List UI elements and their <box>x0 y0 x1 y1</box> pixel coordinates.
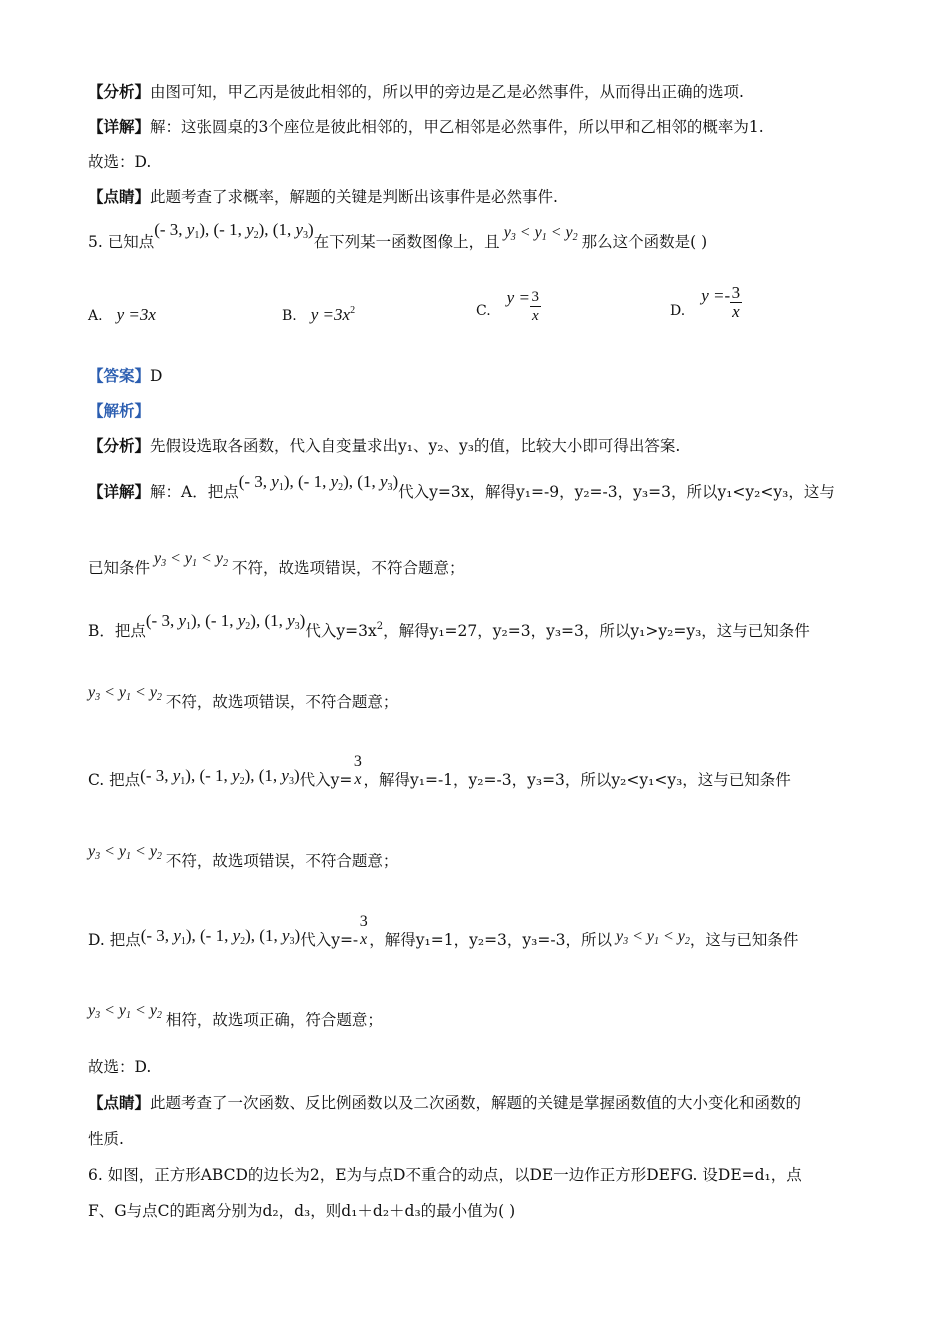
tag-detail-q5: 【详解】 <box>88 482 151 501</box>
q5-detail-c-fraction: 3 x <box>353 753 362 788</box>
q5-comment-line-2: 性质. <box>88 1130 124 1148</box>
q4-analysis-line <box>88 82 744 102</box>
option-a-label: A. <box>88 308 103 324</box>
option-d-denominator: x <box>732 302 740 321</box>
option-b-expr: y =3x <box>310 305 351 324</box>
q5-choice-line: 故选：D. <box>88 1058 152 1076</box>
q5-option-a <box>88 305 156 325</box>
q5-detail-d-pre: D. 把点 <box>88 931 141 949</box>
q5-detail-c-points: (- 3, $y_1$), (- 1, $y_2$), (1, $y_3$) <box>140 766 300 787</box>
q5-stem-post: 那么这个函数是( ) <box>581 233 708 251</box>
q5-option-d <box>670 284 742 321</box>
option-c-label: C. <box>476 302 491 319</box>
q5-explain-tag-line <box>88 401 150 421</box>
q5-detail-d-sub-pre: 代入y=- <box>300 931 359 949</box>
q5-option-c <box>476 288 541 325</box>
q5-detail-b-cont-post: 不符，故选项错误，不符合题意； <box>165 693 399 711</box>
q5-detail-a-cont <box>88 550 465 584</box>
q5-stem <box>88 220 708 258</box>
tag-comment-q5: 【点睛】 <box>88 1093 151 1112</box>
q5-detail-d-cont-post: 相符，故选项正确，符合题意； <box>165 1011 383 1029</box>
q5-detail-d-sub-end: ，这与已知条件 <box>689 931 799 949</box>
q5-detail-d-cont-inequality: $y_3 < y_1 < y_2$ <box>88 1002 162 1021</box>
q5-stem-mid: 在下列某一函数图像上，且 <box>313 233 500 251</box>
q5-detail-a <box>88 472 835 508</box>
q5-detail-b: B．把点(- 3, $y_1$), (- 1, $y_2$), (1, $y_3$)代入$y=3x^2$，解得y₁=27，y₂=3，y₃=3，所以y₁>y₂=y₃，这与已知条件 <box>88 611 810 640</box>
q5-detail-d-points: (- 3, $y_1$), (- 1, $y_2$), (1, $y_3$) <box>140 926 301 947</box>
option-d-lhs: y =- <box>701 285 731 305</box>
option-d-numerator: 3 <box>731 283 741 302</box>
q5-detail-c-sub-pre: 代入y= <box>299 771 353 789</box>
q5-analysis-text: 先假设选取各函数，代入自变量求出y₁、y₂、y₃的值，比较大小即可得出答案. <box>150 437 681 455</box>
q6-stem-line-2: F、G与点C的距离分别为d₂，d₃，则d₁＋d₂＋d₃的最小值为( ) <box>88 1202 516 1220</box>
q5-detail-b-sub-post: ，解得y₁=27，y₂=3，y₃=3，所以y₁>y₂=y₃，这与已知条件 <box>383 622 810 640</box>
q5-stem-pre: 5. 已知点 <box>88 233 155 251</box>
q5-detail-d-sub-post: ，解得y₁=1，y₂=3，y₃=-3，所以 <box>369 931 612 949</box>
option-b-exponent: 2 <box>350 305 356 316</box>
q5-detail-b-points: (- 3, $y_1$), (- 1, $y_2$), (1, $y_3$) <box>145 611 306 632</box>
q5-detail-a-cont-post: 不符，故选项错误，不符合题意； <box>231 559 465 577</box>
tag-detail: 【详解】 <box>88 117 151 136</box>
q4-choice-line: 故选：D. <box>88 153 152 171</box>
q5-detail-b-pre: B．把点 <box>88 622 146 640</box>
tag-explain: 【解析】 <box>88 401 151 420</box>
q5-detail-b-inequality: $y_3 < y_1 < y_2$ <box>88 684 162 703</box>
q5-detail-b-sub-pre: 代入y=3x <box>305 622 377 640</box>
q4-comment-line <box>88 187 558 207</box>
option-c-fraction <box>530 288 541 325</box>
q4-analysis-text: 由图可知，甲乙丙是彼此相邻的，所以甲的旁边是乙是必然事件，从而得出正确的选项. <box>150 83 744 101</box>
q5-comment-text-1: 此题考查了一次函数、反比例函数以及二次函数，解题的关键是掌握函数值的大小变化和函数的 <box>150 1094 802 1112</box>
q4-detail-text: 解：这张圆桌的3个座位是彼此相邻的，甲乙相邻是必然事件，所以甲和乙相邻的概率为1. <box>150 118 764 136</box>
option-c-numerator: 3 <box>531 289 540 305</box>
q5-detail-a-points: (- 3, $y_1$), (- 1, $y_2$), (1, $y_3$) <box>238 472 399 493</box>
q4-detail-line <box>88 117 764 137</box>
q5-detail-d-inequality: $y_3 < y_1 < y_2$ <box>611 928 690 947</box>
q5-analysis-line <box>88 436 680 456</box>
option-d-label: D. <box>670 302 686 319</box>
q5-option-b <box>282 305 355 325</box>
q5-answer-line <box>88 366 162 386</box>
q6-stem-line-1: 6. 如图，正方形ABCD的边长为2，E为与点D不重合的动点，以DE一边作正方形DEFG. 设DE=d₁，点 <box>88 1166 802 1184</box>
tag-comment: 【点睛】 <box>88 187 151 206</box>
q5-detail-a-pre: 解：A．把点 <box>150 483 239 501</box>
q5-comment-line <box>88 1093 801 1113</box>
q5-inequality-formula: $y_3 < y_1 < y_2$ <box>499 224 578 243</box>
tag-analysis: 【分析】 <box>88 82 151 101</box>
q5-detail-c-cont-post: 不符，故选项错误，不符合题意； <box>165 852 399 870</box>
q5-detail-d-fraction: 3 x <box>359 913 368 948</box>
q5-detail-b-cont <box>88 684 399 718</box>
option-d-fraction <box>730 284 742 321</box>
option-a-expr: y =3x <box>116 305 156 324</box>
q5-detail-d-cont <box>88 1002 383 1036</box>
q5-detail-a-text: 代入y=3x，解得y₁=-9，y₂=-3，y₃=3，所以y₁<y₂<y₃，这与 <box>398 483 835 501</box>
q5-detail-c <box>88 753 791 799</box>
q5-answer: D <box>150 367 163 385</box>
q5-detail-c-pre: C. 把点 <box>88 771 141 789</box>
q5-detail-c-inequality: $y_3 < y_1 < y_2$ <box>88 843 162 862</box>
option-c-lhs: y = <box>506 287 530 307</box>
option-b-label: B. <box>282 308 297 324</box>
q5-detail-a-cont-pre: 已知条件 <box>88 559 151 577</box>
tag-analysis-q5: 【分析】 <box>88 436 151 455</box>
q5-detail-a-inequality: $y_3 < y_1 < y_2$ <box>150 550 228 569</box>
q5-detail-c-cont <box>88 843 399 877</box>
q5-detail-c-sub-post: ，解得y₁=-1，y₂=-3，y₃=3，所以y₂<y₁<y₃，这与已知条件 <box>363 771 791 789</box>
option-c-denominator: x <box>531 308 539 324</box>
q5-points-formula: (- 3, $y_1$), (- 1, $y_2$), (1, $y_3$) <box>154 220 314 241</box>
tag-answer: 【答案】 <box>88 366 151 385</box>
q5-detail-d <box>88 913 799 959</box>
q4-comment-text: 此题考查了求概率，解题的关键是判断出该事件是必然事件. <box>150 188 558 206</box>
